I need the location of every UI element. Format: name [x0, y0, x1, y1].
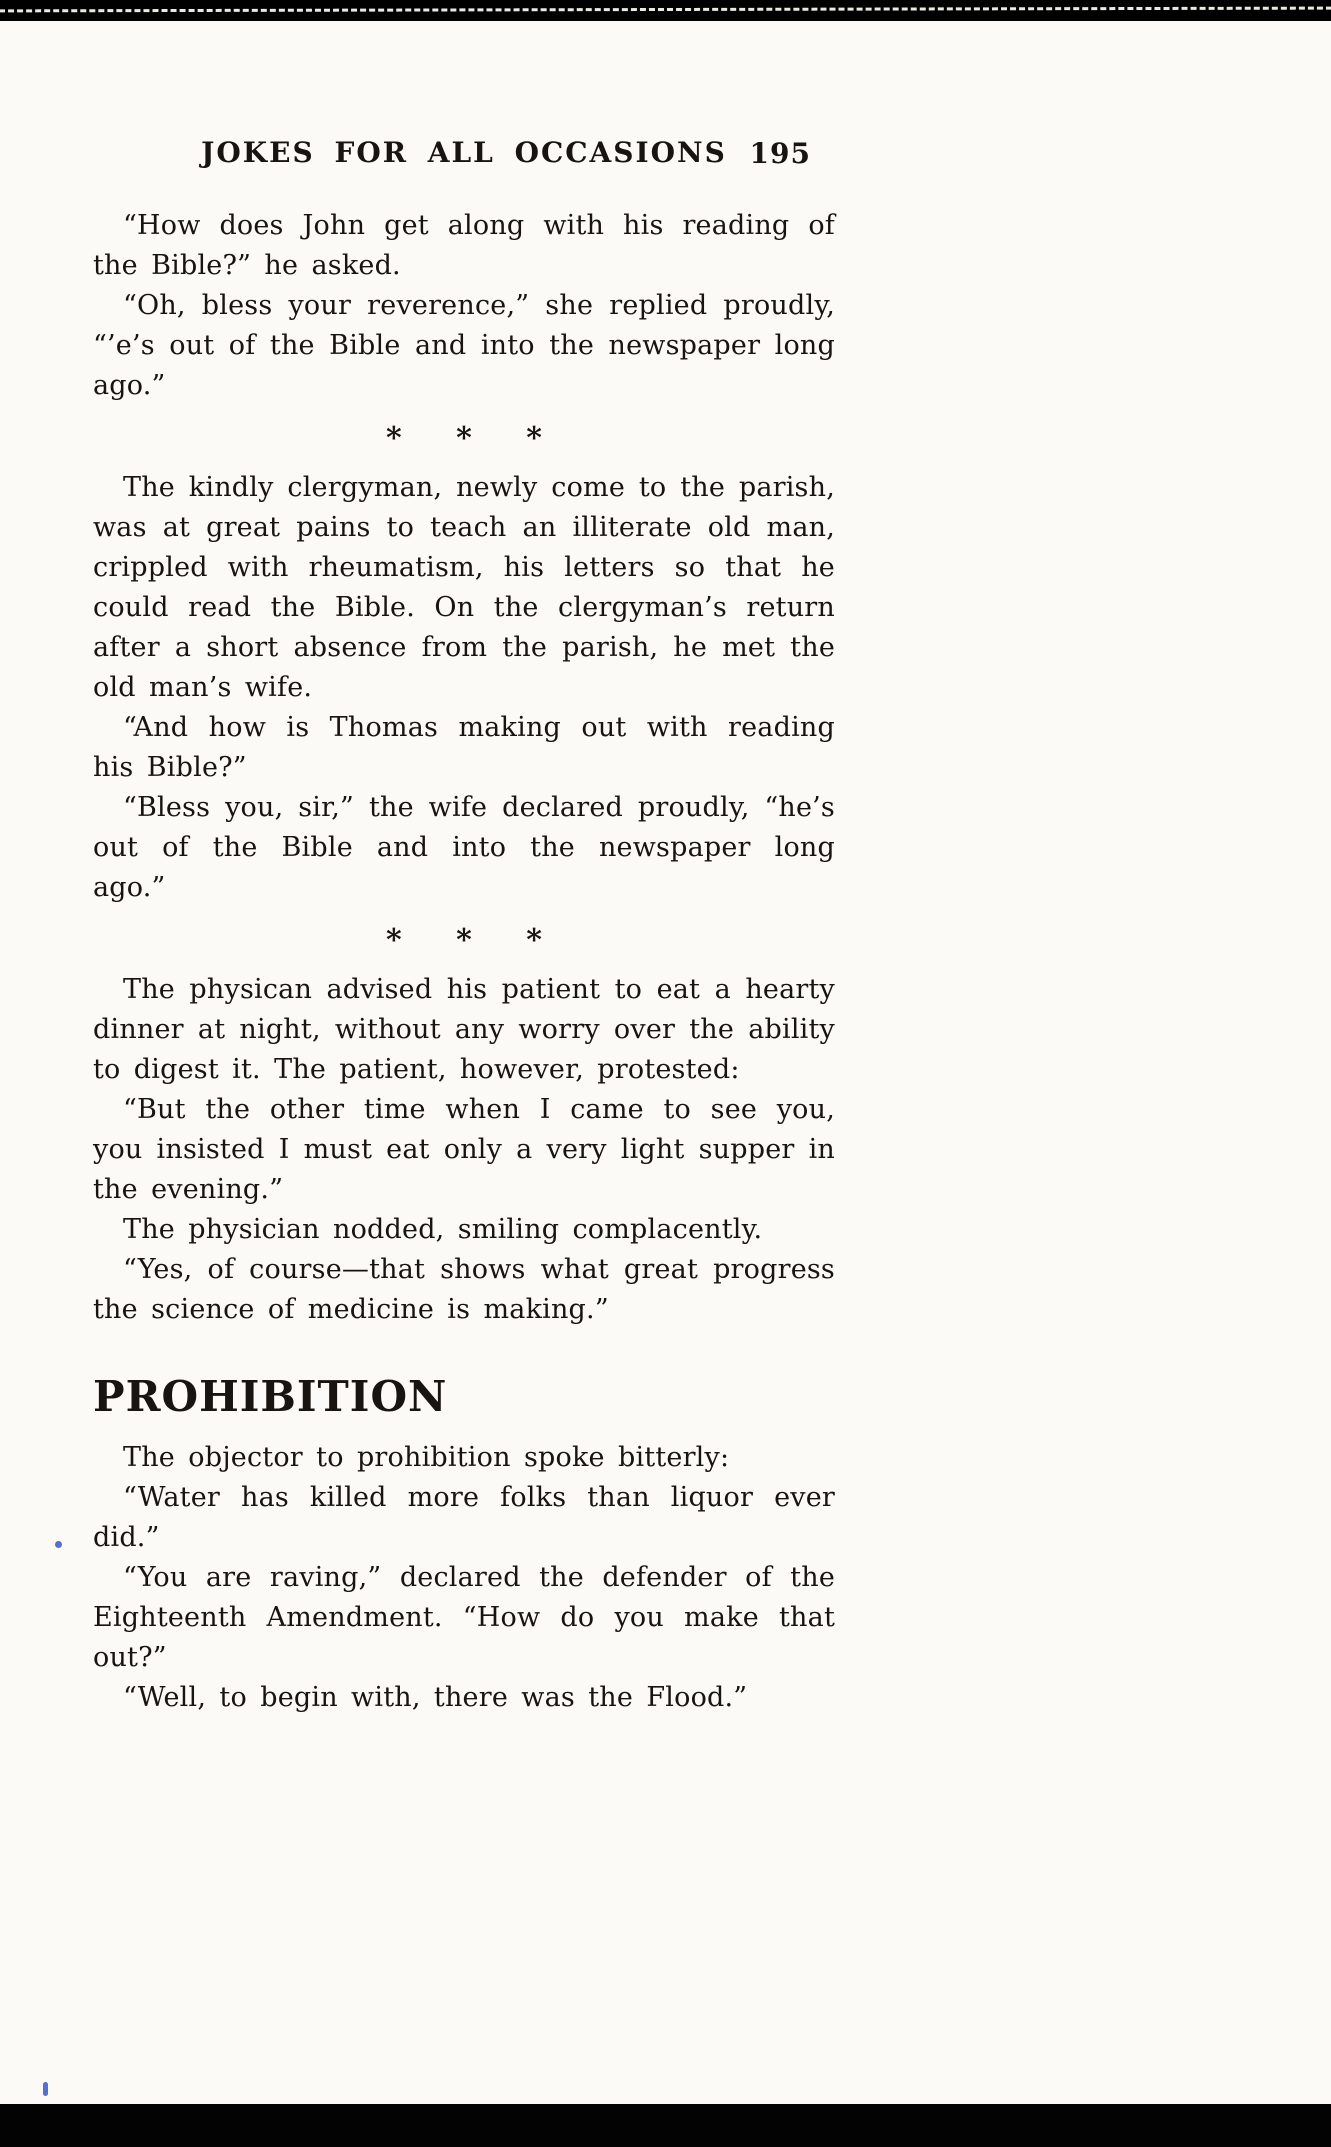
paragraph: “Water has killed more folks than liquor ever did.” — [93, 1482, 835, 1554]
running-head — [93, 136, 835, 172]
paragraph: The kindly clergyman, newly come to the parish, was at great pains to teach an illiterate old man, crippled with rheumatism, his letters so that he could read the Bible. On the clergyman’s return after a short absence from the parish, he met the old man’s wife. — [93, 472, 835, 703]
page-title: JOKES FOR ALL OCCASIONS — [201, 136, 727, 169]
section-heading: PROHIBITION — [93, 1372, 448, 1421]
paragraph: The physician nodded, smiling complacently. — [123, 1214, 763, 1245]
paragraph: “How does John get along with his reading of the Bible?” he asked. — [93, 210, 835, 281]
paragraph: “Well, to begin with, there was the Flood.” — [123, 1682, 748, 1714]
paragraph: “But the other time when I came to see you, you insisted I must eat only a very light supper in the evening.” — [93, 1094, 835, 1205]
asterisk-separator: * * * — [386, 421, 542, 456]
scan-speck — [43, 2082, 48, 2096]
paragraph: “You are raving,” declared the defender of the Eighteenth Amendment. “How do you make that out?” — [93, 1562, 835, 1674]
book-page — [93, 136, 835, 1718]
paragraph: The objector to prohibition spoke bitterly: — [123, 1442, 730, 1474]
paragraph: “Oh, bless your reverence,” she replied proudly, “’e’s out of the Bible and into the newspaper long ago.” — [93, 290, 835, 401]
paragraph: “And how is Thomas making out with reading his Bible?” — [93, 712, 835, 783]
paragraph: “Bless you, sir,” the wife declared proudly, “he’s out of the Bible and into the newspaper long ago.” — [93, 792, 835, 903]
paragraph: “Yes, of course—that shows what great progress the science of medicine is making.” — [93, 1254, 835, 1325]
scan-dashed-line — [0, 7, 1331, 13]
scan-speck — [55, 1541, 62, 1548]
asterisk-separator: * * * — [386, 923, 542, 958]
scan-artifact-bottom-bar — [0, 2104, 1331, 2147]
paragraph: The physican advised his patient to eat a hearty dinner at night, without any worry over the ability to digest it. The patient, however, protested: — [93, 974, 835, 1085]
page-number: 195 — [749, 137, 811, 170]
scan-artifact-top-bar — [0, 0, 1331, 21]
